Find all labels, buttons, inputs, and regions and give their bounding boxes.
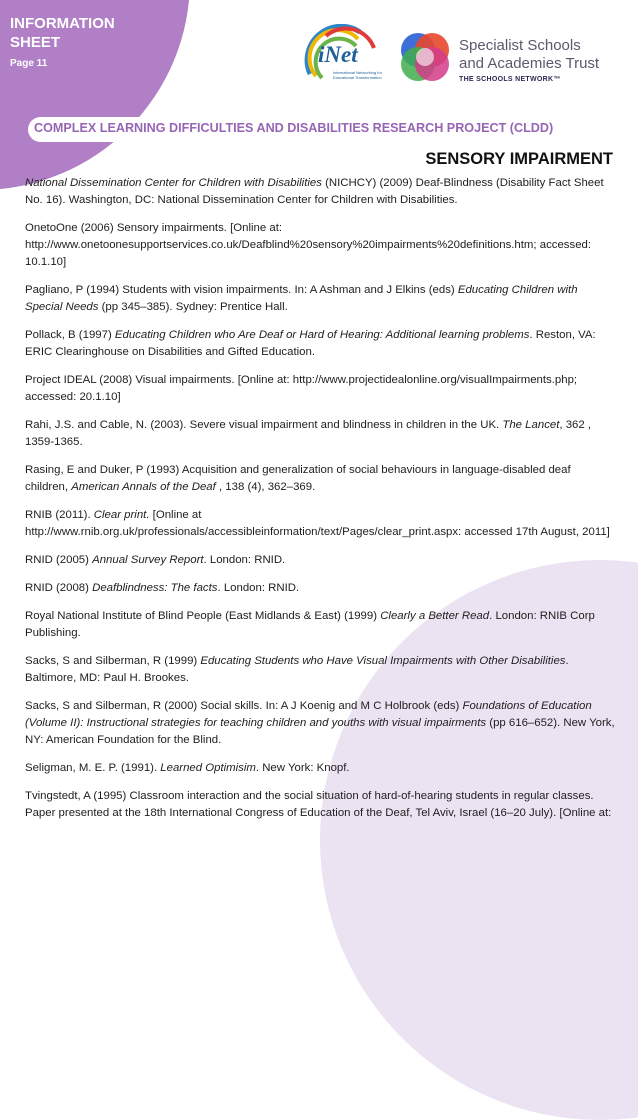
- reference-text: Rasing, E and Duker, P (1993) Acquisition and generalization of social behaviours in language-disabled deaf children,: [25, 464, 571, 493]
- reference-item: [25, 653, 615, 687]
- reference-text: [Online at http://www.rnib.org.uk/professionals/accessibleinformation/text/Pages/clear_print.aspx: accessed 17th August, 2011]: [25, 509, 610, 538]
- reference-item: [25, 327, 615, 361]
- reference-title: Educating Children who Are Deaf or Hard of Hearing: Additional learning problems: [114, 329, 530, 341]
- reference-text: . London: RNID.: [203, 554, 286, 566]
- reference-text: . London: RNID.: [217, 582, 300, 594]
- reference-text: RNID (2005): [25, 554, 93, 566]
- inet-subtitle: International Networking for Educational Transformation: [333, 70, 382, 80]
- reference-item: [25, 372, 615, 406]
- reference-title: Clearly a Better Read: [380, 610, 490, 622]
- ssat-tagline: THE SCHOOLS NETWORK™: [459, 76, 561, 83]
- reference-text: Sacks, S and Silberman, R (2000) Social skills. In: A J Koenig and M C Holbrook (eds): [25, 700, 463, 712]
- ssat-logo-icon: [396, 28, 454, 86]
- reference-item: [25, 552, 615, 569]
- reference-item: [25, 417, 615, 451]
- inet-wordmark: iNet: [318, 42, 358, 67]
- reference-title: National Dissemination Center for Children with Disabilities: [25, 177, 322, 189]
- project-title: COMPLEX LEARNING DIFFICULTIES AND DISABILITIES RESEARCH PROJECT (CLDD): [34, 121, 554, 135]
- ssat-name: [459, 37, 599, 73]
- reference-text: , 362 , 1359-1365.: [25, 419, 592, 448]
- sheet-title: INFORMATION SHEET: [10, 15, 115, 51]
- reference-text: OnetoOne (2006) Sensory impairments. [Online at: http://www.onetoonesupportservices.co.uk/Deafblind%20sensory%20impairments%20definitions.htm; accessed: 10.1.10]: [25, 222, 592, 268]
- reference-text: RNID (2008): [25, 582, 93, 594]
- reference-text: . Reston, VA: ERIC Clearinghouse on Disabilities and Gifted Education.: [25, 329, 596, 358]
- reference-text: Rahi, J.S. and Cable, N. (2003). Severe visual impairment and blindness in children in the UK.: [25, 419, 503, 431]
- reference-item: [25, 698, 615, 749]
- reference-item: [25, 175, 615, 209]
- reference-text: (pp 345–385). Sydney: Prentice Hall.: [98, 301, 288, 313]
- reference-text: Project IDEAL (2008) Visual impairments. [Online at: http://www.projectidealonline.org/visualImpairments.php; accessed: 20.1.10]: [25, 374, 578, 403]
- reference-item: [25, 608, 615, 642]
- ssat-name-line1: Specialist Schools: [459, 37, 581, 54]
- reference-item: [25, 788, 615, 822]
- reference-item: [25, 462, 615, 496]
- page-number: Page 11: [10, 58, 48, 69]
- reference-item: [25, 282, 615, 316]
- reference-text: Tvingstedt, A (1995) Classroom interaction and the social situation of hard-of-hearing students in regular classes. Paper presented at the 18th International Congress of Education of the Deaf, Tel Aviv, Israel (16–20 July). [Online at:: [25, 790, 612, 819]
- reference-title: Clear print.: [93, 509, 150, 521]
- reference-text: RNIB (2011).: [25, 509, 94, 521]
- reference-title: American Annals of the Deaf: [71, 481, 216, 493]
- reference-text: Pollack, B (1997): [25, 329, 115, 341]
- reference-text: (NICHCY) (2009) Deaf-Blindness (Disability Fact Sheet No. 16). Washington, DC: National Dissemination Center for Children with Disabilities.: [25, 177, 604, 206]
- reference-title: Educating Students who Have Visual Impairments with Other Disabilities: [200, 655, 566, 667]
- reference-text: Pagliano, P (1994) Students with vision impairments. In: A Ashman and J Elkins (eds): [25, 284, 458, 296]
- section-title: SENSORY IMPAIRMENT: [425, 150, 613, 168]
- reference-text: . Baltimore, MD: Paul H. Brookes.: [25, 655, 569, 684]
- reference-title: Educating Children with Special Needs: [25, 284, 578, 313]
- reference-text: . New York: Knopf.: [255, 762, 350, 774]
- reference-text: Royal National Institute of Blind People (East Midlands & East) (1999): [25, 610, 381, 622]
- reference-item: [25, 220, 615, 271]
- reference-text: , 138 (4), 362–369.: [215, 481, 316, 493]
- reference-title: The Lancet: [502, 419, 560, 431]
- reference-text: Sacks, S and Silberman, R (1999): [25, 655, 201, 667]
- reference-list: [25, 175, 615, 833]
- reference-text: (pp 616–652). New York, NY: American Foundation for the Blind.: [25, 717, 615, 746]
- reference-item: [25, 760, 615, 777]
- reference-title: Annual Survey Report: [92, 554, 204, 566]
- reference-item: [25, 580, 615, 597]
- reference-title: Foundations of Education (Volume II): Instructional strategies for teaching children and youths with visual impairments: [25, 700, 592, 729]
- reference-item: [25, 507, 615, 541]
- reference-title: Deafblindness: The facts: [92, 582, 218, 594]
- ssat-name-line2: and Academies Trust: [459, 55, 600, 72]
- reference-title: Learned Optimisim: [160, 762, 256, 774]
- reference-text: Seligman, M. E. P. (1991).: [25, 762, 161, 774]
- reference-text: . London: RNIB Corp Publishing.: [25, 610, 595, 639]
